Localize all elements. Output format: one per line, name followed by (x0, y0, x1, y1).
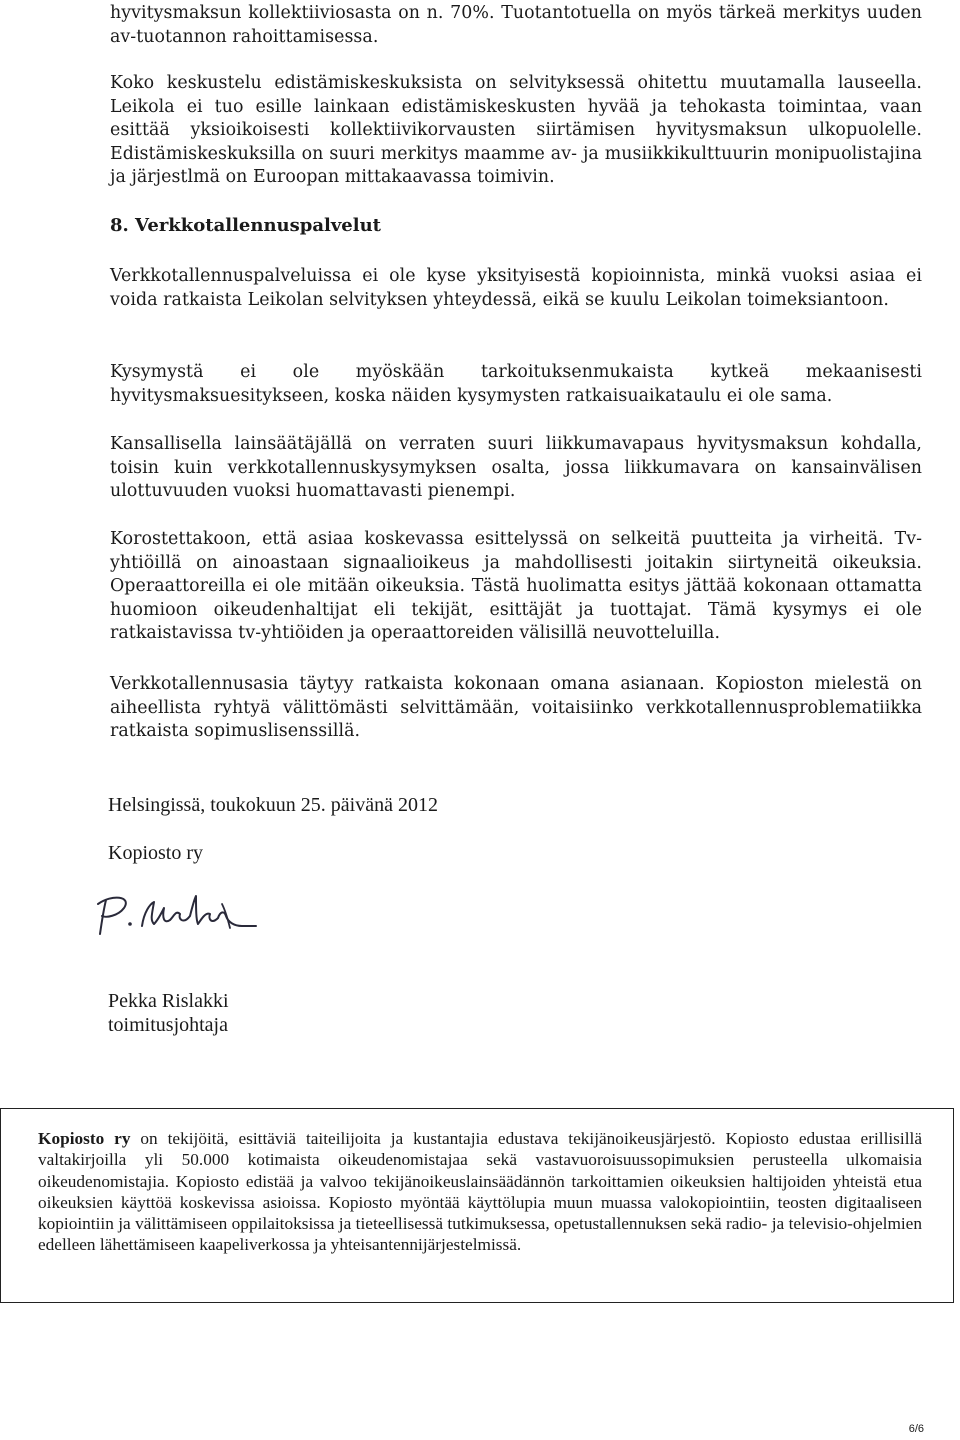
signature-image (92, 890, 262, 942)
paragraph-verkkotallennus-3: Kansallisella lainsäätäjällä on verraten suuri liikkumavapaus hyvitysmaksun kohdalla, toisin kuin verkkotallennuskysymyksen osalta, jossa liikkumavara on kansainvälisen ulottuvuuden vuoksi huomattavasti pienempi. (110, 434, 922, 501)
info-box-description: on tekijöitä, esittäviä taiteilijoita ja kustantajia edustava tekijänoikeusjärjestö. Kopiosto edustaa erillisillä valtakirjoilla yli 50.000 kotimaista oikeudenomistajaa sekä vastavuoroisuussopimuksien perusteella ulkomaisia oikeudenomistajia. Kopiosto edistää ja valvoo tekijänoikeuslainsäädännön tarkoittamien oikeuksien haltijoiden yhteistä etua oikeuksien käyttöä koskevissa asioissa. Kopiosto myöntää käyttölupia muun muassa valokopiointiin, teosten digitaaliseen kopiointiin ja välittämiseen oppilaitoksissa ja tieteellisessä tutkimuksessa, opetustallennuksen sekä radio- ja televisio-ohjelmien edelleen lähettämiseen kaapeliverkossa ja yhteisantennijärjestelmissä. (38, 1129, 922, 1255)
place-date: Helsingissä, toukokuun 25. päivänä 2012 (108, 794, 438, 816)
organization-name: Kopiosto ry (108, 842, 203, 864)
section-heading: 8. Verkkotallennuspalvelut (110, 215, 381, 236)
info-box-org-name: Kopiosto ry (38, 1129, 131, 1148)
info-box-text (38, 1128, 922, 1256)
paragraph-verkkotallennus-2: Kysymystä ei ole myöskään tarkoituksenmukaista kytkeä mekaanisesti hyvitysmaksuesitykseen, koska näiden kysymysten ratkaisuaikataulu ei ole sama. (110, 362, 922, 406)
paragraph-verkkotallennus-1: Verkkotallennuspalveluissa ei ole kyse yksityisestä kopioinnista, minkä vuoksi asiaa ei voida ratkaista Leikolan selvityksen yhteydessä, eikä se kuulu Leikolan toimeksiantoon. (110, 266, 922, 310)
paragraph-intro: hyvitysmaksun kollektiiviosasta on n. 70%. Tuotantotuella on myös tärkeä merkitys uuden av-tuotannon rahoittamisessa. (110, 3, 922, 47)
paragraph-edistamiskeskukset: Koko keskustelu edistämiskeskuksista on selvityksessä ohitettu muutamalla lauseella. Leikola ei tuo esille lainkaan edistämiskeskusten hyvää ja tehokasta toimintaa, vaan esittää yksioikoisesti kollektiivikorvausten siirtämisen hyvitysmaksun ulkopuolelle. Edistämiskeskuksilla on suuri merkitys maamme av- ja musiikkikulttuurin monipuolistajina ja järjestlmä on Euroopan mittakaavassa toimivin. (110, 73, 922, 187)
paragraph-verkkotallennus-5: Verkkotallennusasia täytyy ratkaista kokonaan omana asianaan. Kopioston mielestä on aiheellista ryhtyä välittömästi selvittämään, voitaisiinko verkkotallennusproblematiikka ratkaista sopimuslisenssillä. (110, 674, 922, 741)
paragraph-verkkotallennus-4: Korostettakoon, että asiaa koskevassa esittelyssä on selkeitä puutteita ja virheitä. Tv-yhtiöillä on ainoastaan signaalioikeus ja mahdollisesti joitakin siirtyneitä oikeuksia. Operaattoreilla ei ole mitään oikeuksia. Tästä huolimatta esitys jättää kokonaan ottamatta huomioon oikeudenhaltijat eli tekijät, esittäjät ja tuottajat. Tämä kysymys ei ole ratkaistavissa tv-yhtiöiden ja operaattoreiden välisillä neuvotteluilla. (110, 529, 922, 643)
signatory-name: Pekka Rislakki (108, 990, 229, 1012)
signatory-title: toimitusjohtaja (108, 1014, 228, 1036)
page-number: 6/6 (908, 1423, 924, 1435)
